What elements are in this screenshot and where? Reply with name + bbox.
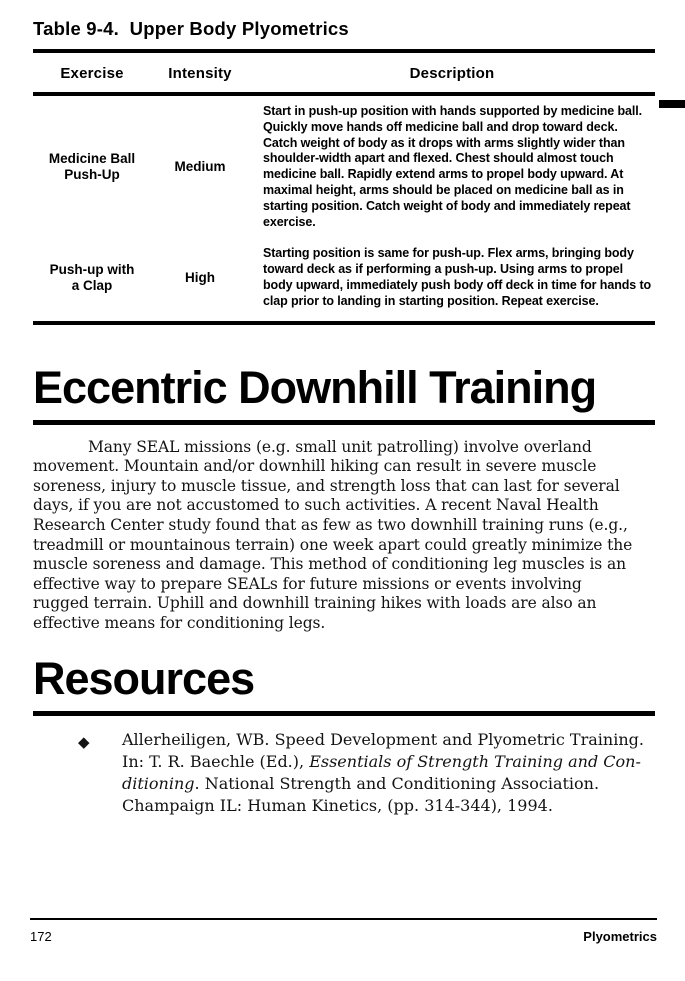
intensity-cell bbox=[151, 246, 249, 309]
exercise-name-line: Push-up with bbox=[49, 261, 135, 277]
heading-rule bbox=[33, 711, 655, 716]
paragraph-line: days, if you are not accustomed to such activities. A recent Naval Health bbox=[33, 496, 599, 515]
paragraph-line: treadmill or mountainous terrain) one week apart could greatly minimize the bbox=[33, 535, 633, 554]
citation-line: Champaign IL: Human Kinetics, (pp. 314-344), 1994. bbox=[122, 795, 553, 815]
citation-segment-italic: ditioning bbox=[122, 773, 195, 793]
description-cell: Starting position is same for push-up. Flex arms, bringing body toward deck as if performing a push-up. Using arms to propel body upward, immediately push body off deck in time for hands to clap prior to landing in starting position. Repeat exercise. bbox=[263, 246, 652, 308]
paragraph-line: muscle soreness and damage. This method of conditioning leg muscles is an bbox=[33, 555, 627, 574]
table-bottom-rule bbox=[33, 321, 655, 325]
citation-segment-italic: Essentials of Strength Training and Con- bbox=[309, 751, 641, 771]
page-number: 172 bbox=[30, 929, 52, 944]
body-paragraph bbox=[33, 438, 655, 634]
exercise-name-line: Push-Up bbox=[64, 167, 120, 183]
intensity-value: High bbox=[185, 269, 215, 285]
citation-line bbox=[122, 773, 642, 795]
exercise-name-cell bbox=[33, 104, 151, 230]
paragraph-line: rugged terrain. Uphill and downhill training hikes with loads are also an bbox=[33, 594, 597, 613]
table-header-row bbox=[33, 53, 655, 92]
paragraph-line: soreness, injury to muscle tissue, and strength loss that can last for several bbox=[33, 476, 620, 495]
exercise-name-line: Medicine Ball bbox=[48, 151, 136, 167]
paragraph-line: effective means for conditioning legs. bbox=[33, 613, 326, 632]
column-header-description: Description bbox=[409, 65, 495, 82]
section-heading-resources: Resources bbox=[33, 652, 255, 704]
heading-rule bbox=[33, 420, 655, 425]
section-heading-eccentric-downhill-training: Eccentric Downhill Training bbox=[33, 361, 597, 413]
exercise-name-cell bbox=[33, 246, 151, 309]
paragraph-line: effective way to prepare SEALs for future missions or events involving bbox=[33, 574, 582, 593]
intensity-cell bbox=[151, 104, 249, 230]
footer-rule bbox=[30, 918, 657, 920]
chapter-label: Plyometrics bbox=[583, 929, 657, 944]
paragraph-line: movement. Mountain and/or downhill hiking can result in severe muscle bbox=[33, 457, 597, 476]
exercise-name-line: a Clap bbox=[71, 277, 113, 293]
page-footer bbox=[30, 918, 657, 944]
description-cell: Start in push-up position with hands supported by medicine ball. Quickly move hands off medicine ball and drop toward deck. Catch weight of body as it drops with arms slightly wider than shoulder-width apart and flexed. Chest should almost touch medicine ball. Rapidly extend arms to propel body upward. At maximal height, arms should be placed on medicine ball as in starting position. Catch weight of body and immediately repeat exercise. bbox=[263, 104, 643, 229]
citation-line: Allerheiligen, WB. Speed Development and Plyometric Training. bbox=[122, 729, 644, 749]
intensity-value: Medium bbox=[174, 159, 226, 175]
citation-line bbox=[122, 751, 642, 773]
diamond-bullet-icon: ◆ bbox=[78, 732, 90, 751]
paragraph-line: Research Center study found that as few as two downhill training runs (e.g., bbox=[33, 515, 628, 534]
table-row bbox=[33, 246, 655, 309]
citation-segment: . National Strength and Conditioning Association. bbox=[194, 773, 600, 793]
column-header-exercise: Exercise bbox=[60, 65, 124, 82]
footer-row bbox=[30, 929, 657, 944]
table-row bbox=[33, 104, 655, 230]
citation-text bbox=[122, 729, 642, 817]
scan-ink-artifact bbox=[659, 100, 685, 108]
column-header-intensity: Intensity bbox=[168, 65, 232, 82]
citation-segment: In: T. R. Baechle (Ed.), bbox=[122, 751, 310, 771]
paragraph-line: Many SEAL missions (e.g. small unit patrolling) involve overland bbox=[88, 437, 592, 456]
table-title: Table 9-4. Upper Body Plyometrics bbox=[33, 18, 349, 39]
resource-list-item bbox=[33, 729, 655, 817]
table-header-rule bbox=[33, 92, 655, 96]
